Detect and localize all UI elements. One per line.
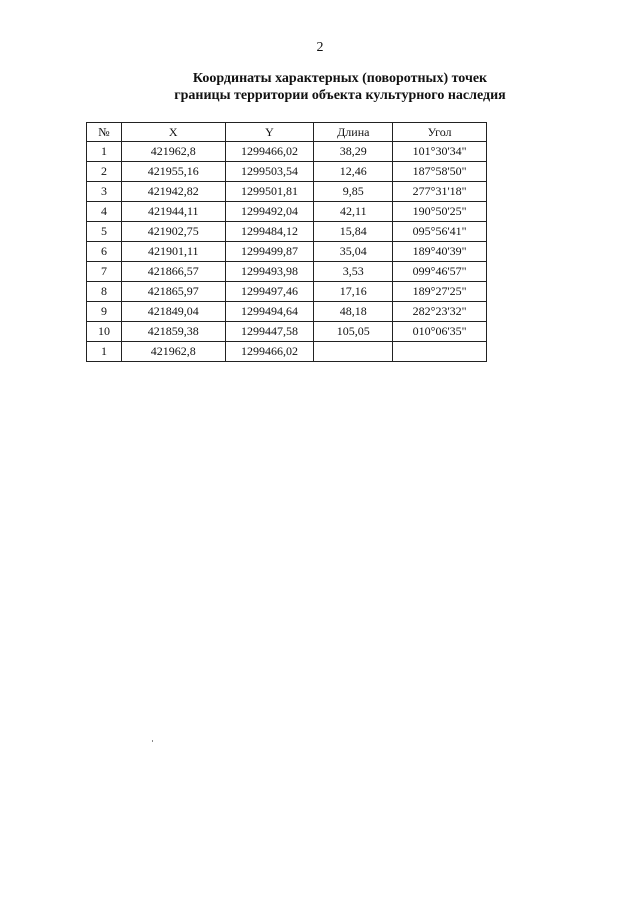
header-length: Длина <box>314 123 393 142</box>
cell-y: 1299493,98 <box>225 262 314 282</box>
cell-number: 4 <box>87 202 122 222</box>
header-x: X <box>121 123 225 142</box>
cell-x: 421859,38 <box>121 322 225 342</box>
cell-y: 1299466,02 <box>225 142 314 162</box>
cell-x: 421962,8 <box>121 142 225 162</box>
cell-number: 7 <box>87 262 122 282</box>
table-row <box>87 162 487 182</box>
table-row <box>87 282 487 302</box>
table-row <box>87 262 487 282</box>
scan-speck <box>152 740 153 742</box>
table-row <box>87 302 487 322</box>
cell-angle: 010°06'35" <box>393 322 487 342</box>
header-number: № <box>87 123 122 142</box>
table-row <box>87 222 487 242</box>
cell-number: 10 <box>87 322 122 342</box>
cell-angle: 189°40'39" <box>393 242 487 262</box>
table-row <box>87 322 487 342</box>
title-line-1: Координаты характерных (поворотных) точек <box>192 71 488 86</box>
cell-angle: 095°56'41" <box>393 222 487 242</box>
cell-angle: 189°27'25" <box>393 282 487 302</box>
cell-number: 3 <box>87 182 122 202</box>
table-row <box>87 182 487 202</box>
cell-length: 9,85 <box>314 182 393 202</box>
cell-length: 42,11 <box>314 202 393 222</box>
cell-x: 421902,75 <box>121 222 225 242</box>
document-title <box>130 70 550 104</box>
table-row <box>87 142 487 162</box>
cell-number: 9 <box>87 302 122 322</box>
cell-length: 3,53 <box>314 262 393 282</box>
cell-number: 2 <box>87 162 122 182</box>
table-row <box>87 342 487 362</box>
cell-y: 1299494,64 <box>225 302 314 322</box>
cell-x: 421962,8 <box>121 342 225 362</box>
cell-length: 48,18 <box>314 302 393 322</box>
cell-number: 6 <box>87 242 122 262</box>
table-header-row <box>87 123 487 142</box>
cell-x: 421849,04 <box>121 302 225 322</box>
cell-x: 421944,11 <box>121 202 225 222</box>
cell-y: 1299499,87 <box>225 242 314 262</box>
cell-length: 38,29 <box>314 142 393 162</box>
cell-number: 1 <box>87 142 122 162</box>
cell-length: 105,05 <box>314 322 393 342</box>
cell-x: 421901,11 <box>121 242 225 262</box>
cell-y: 1299503,54 <box>225 162 314 182</box>
cell-length: 17,16 <box>314 282 393 302</box>
cell-x: 421865,97 <box>121 282 225 302</box>
cell-y: 1299447,58 <box>225 322 314 342</box>
cell-y: 1299501,81 <box>225 182 314 202</box>
cell-x: 421955,16 <box>121 162 225 182</box>
header-angle: Угол <box>393 123 487 142</box>
cell-x: 421942,82 <box>121 182 225 202</box>
cell-length <box>314 342 393 362</box>
cell-angle: 099°46'57" <box>393 262 487 282</box>
cell-angle: 282°23'32" <box>393 302 487 322</box>
table-row <box>87 242 487 262</box>
cell-angle: 101°30'34" <box>393 142 487 162</box>
cell-angle: 187°58'50" <box>393 162 487 182</box>
cell-number: 1 <box>87 342 122 362</box>
cell-length: 35,04 <box>314 242 393 262</box>
header-y: Y <box>225 123 314 142</box>
cell-number: 8 <box>87 282 122 302</box>
cell-y: 1299484,12 <box>225 222 314 242</box>
title-line-2: границы территории объекта культурного наследия <box>174 88 506 103</box>
cell-angle <box>393 342 487 362</box>
cell-angle: 190°50'25" <box>393 202 487 222</box>
cell-number: 5 <box>87 222 122 242</box>
page-number: 2 <box>316 40 324 55</box>
cell-length: 15,84 <box>314 222 393 242</box>
cell-y: 1299466,02 <box>225 342 314 362</box>
cell-length: 12,46 <box>314 162 393 182</box>
cell-y: 1299497,46 <box>225 282 314 302</box>
cell-y: 1299492,04 <box>225 202 314 222</box>
cell-angle: 277°31'18" <box>393 182 487 202</box>
table-row <box>87 202 487 222</box>
cell-x: 421866,57 <box>121 262 225 282</box>
coordinates-table <box>86 122 487 362</box>
